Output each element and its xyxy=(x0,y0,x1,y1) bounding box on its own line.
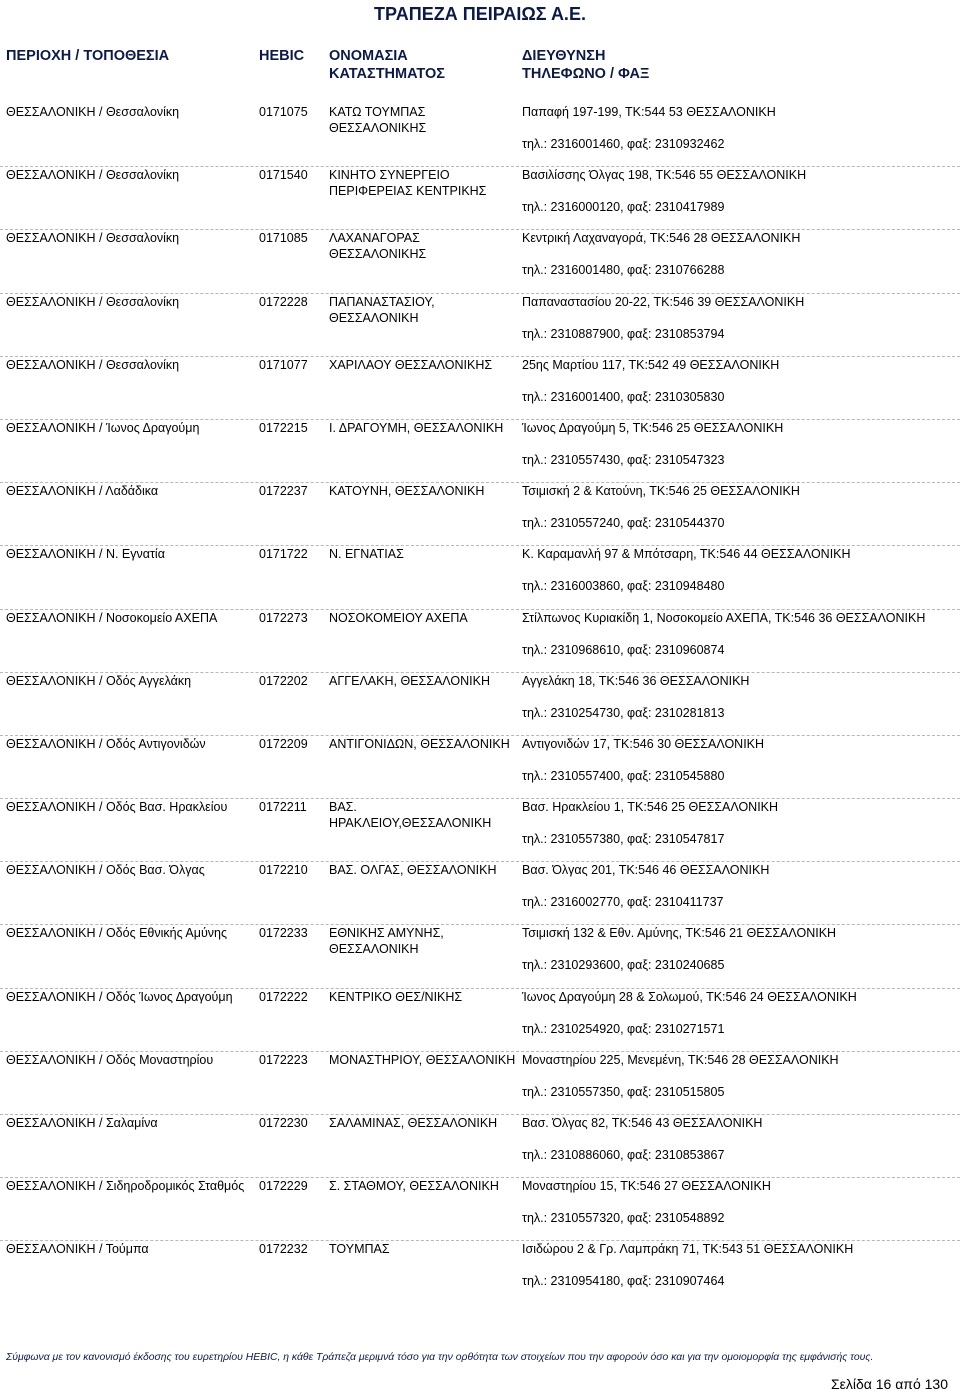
header-name xyxy=(329,47,445,87)
branch-name-cell: ΠΑΠΑΝΑΣΤΑΣΙΟΥ, ΘΕΣΣΑΛΟΝΙΚΗ xyxy=(329,294,435,325)
address-cell: Ισιδώρου 2 & Γρ. Λαμπράκη 71, ΤΚ:543 51 ΘΕΣΣΑΛΟΝΙΚΗ xyxy=(522,1242,854,1257)
address-cell: Κεντρική Λαχαναγορά, ΤΚ:546 28 ΘΕΣΣΑΛΟΝΙΚΗ xyxy=(522,231,801,246)
phone-fax-cell: τηλ.: 2310557240, φαξ: 2310544370 xyxy=(522,516,725,531)
header-location-label: ΠΕΡΙΟΧΗ / ΤΟΠΟΘΕΣΙΑ xyxy=(6,48,170,64)
address-cell: Βασ. Ηρακλείου 1, ΤΚ:546 25 ΘΕΣΣΑΛΟΝΙΚΗ xyxy=(522,800,779,815)
branch-name-cell: ΚΑΤΩ ΤΟΥΜΠΑΣ ΘΕΣΣΑΛΟΝΙΚΗΣ xyxy=(329,105,427,135)
hebic-code-cell: 0172229 xyxy=(259,1179,308,1194)
document-title: ΤΡΑΠΕΖΑ ΠΕΙΡΑΙΩΣ Α.Ε. xyxy=(374,4,586,24)
location-cell: ΘΕΣΣΑΛΟΝΙΚΗ / Οδός Βασ. Όλγας xyxy=(6,863,205,878)
phone-fax-cell: τηλ.: 2310557320, φαξ: 2310548892 xyxy=(522,1211,725,1226)
phone-fax-cell: τηλ.: 2310954180, φαξ: 2310907464 xyxy=(522,1274,725,1289)
page-number: Σελίδα 16 από 130 xyxy=(830,1376,948,1392)
header-code xyxy=(259,47,304,87)
branch-list xyxy=(0,104,960,1305)
branch-name-cell: ΑΝΤΙΓΟΝΙΔΩΝ, ΘΕΣΣΑΛΟΝΙΚΗ xyxy=(329,736,510,751)
table-row xyxy=(0,167,960,230)
hebic-code-cell: 0171075 xyxy=(259,105,308,119)
branch-name-cell: ΝΟΣΟΚΟΜΕΙΟΥ ΑΧΕΠΑ xyxy=(329,610,468,625)
address-cell: Στίλπωνος Κυριακίδη 1, Νοσοκομείο ΑΧΕΠΑ, ΤΚ:546 36 ΘΕΣΣΑΛΟΝΙΚΗ xyxy=(522,610,926,625)
table-row xyxy=(0,1052,960,1115)
header-address-line1: ΔΙΕΥΘΥΝΣΗ xyxy=(522,48,606,64)
header-name-line1: ΟΝΟΜΑΣΙΑ xyxy=(329,48,408,64)
branch-name-cell: ΜΟΝΑΣΤΗΡΙΟΥ, ΘΕΣΣΑΛΟΝΙΚΗ xyxy=(329,1052,516,1067)
location-cell: ΘΕΣΣΑΛΟΝΙΚΗ / Ν. Εγνατία xyxy=(6,547,165,562)
address-cell: Ίωνος Δραγούμη 5, ΤΚ:546 25 ΘΕΣΣΑΛΟΝΙΚΗ xyxy=(522,420,784,435)
branch-name-cell: ΕΘΝΙΚΗΣ ΑΜΥΝΗΣ, ΘΕΣΣΑΛΟΝΙΚΗ xyxy=(329,926,444,957)
location-cell: ΘΕΣΣΑΛΟΝΙΚΗ / Οδός Εθνικής Αμύνης xyxy=(6,926,228,941)
hebic-code-cell: 0172223 xyxy=(259,1052,308,1067)
hebic-code-cell: 0171077 xyxy=(259,357,308,372)
location-cell: ΘΕΣΣΑΛΟΝΙΚΗ / Σαλαμίνα xyxy=(6,1116,158,1130)
address-cell: Ίωνος Δραγούμη 28 & Σολωμού, ΤΚ:546 24 ΘΕΣΣΑΛΟΝΙΚΗ xyxy=(522,989,857,1004)
header-location xyxy=(6,47,169,87)
hebic-code-cell: 0172222 xyxy=(259,989,308,1004)
header-address-line2: ΤΗΛΕΦΩΝΟ / ΦΑΞ xyxy=(522,66,650,82)
branch-name-cell: ΑΓΓΕΛΑΚΗ, ΘΕΣΣΑΛΟΝΙΚΗ xyxy=(329,673,490,688)
phone-fax-cell: τηλ.: 2310254920, φαξ: 2310271571 xyxy=(522,1021,725,1036)
header-code-label: HEBIC xyxy=(259,48,305,64)
branch-name-cell: ΚΕΝΤΡΙΚΟ ΘΕΣ/ΝΙΚΗΣ xyxy=(329,989,463,1004)
address-cell: Βασ. Όλγας 82, ΤΚ:546 43 ΘΕΣΣΑΛΟΝΙΚΗ xyxy=(522,1116,763,1130)
phone-fax-cell: τηλ.: 2316002770, φαξ: 2310411737 xyxy=(522,895,724,910)
branch-name-cell: ΚΙΝΗΤΟ ΣΥΝΕΡΓΕΙΟ ΠΕΡΙΦΕΡΕΙΑΣ ΚΕΝΤΡΙΚΗΣ xyxy=(329,168,487,199)
table-row xyxy=(0,357,960,420)
table-row xyxy=(0,673,960,736)
phone-fax-cell: τηλ.: 2316001400, φαξ: 2310305830 xyxy=(522,389,725,404)
table-row xyxy=(0,546,960,609)
location-cell: ΘΕΣΣΑΛΟΝΙΚΗ / Θεσσαλονίκη xyxy=(6,105,180,119)
location-cell: ΘΕΣΣΑΛΟΝΙΚΗ / Οδός Μοναστηρίου xyxy=(6,1052,214,1067)
phone-fax-cell: τηλ.: 2310557430, φαξ: 2310547323 xyxy=(522,452,725,467)
branch-name-cell: Σ. ΣΤΑΘΜΟΥ, ΘΕΣΣΑΛΟΝΙΚΗ xyxy=(329,1179,499,1194)
location-cell: ΘΕΣΣΑΛΟΝΙΚΗ / Ίωνος Δραγούμη xyxy=(6,420,200,435)
phone-fax-cell: τηλ.: 2310887900, φαξ: 2310853794 xyxy=(522,326,725,341)
table-row xyxy=(0,862,960,925)
location-cell: ΘΕΣΣΑΛΟΝΙΚΗ / Νοσοκομείο ΑΧΕΠΑ xyxy=(6,610,218,625)
phone-fax-cell: τηλ.: 2310886060, φαξ: 2310853867 xyxy=(522,1148,725,1162)
table-row xyxy=(0,736,960,799)
location-cell: ΘΕΣΣΑΛΟΝΙΚΗ / Θεσσαλονίκη xyxy=(6,357,180,372)
table-row xyxy=(0,925,960,988)
hebic-code-cell: 0172230 xyxy=(259,1116,308,1130)
location-cell: ΘΕΣΣΑΛΟΝΙΚΗ / Σιδηροδρομικός Σταθμός xyxy=(6,1179,245,1194)
phone-fax-cell: τηλ.: 2310293600, φαξ: 2310240685 xyxy=(522,958,725,973)
hebic-code-cell: 0172237 xyxy=(259,484,308,499)
address-cell: Μοναστηρίου 15, ΤΚ:546 27 ΘΕΣΣΑΛΟΝΙΚΗ xyxy=(522,1179,771,1194)
table-row xyxy=(0,294,960,357)
phone-fax-cell: τηλ.: 2310557400, φαξ: 2310545880 xyxy=(522,768,725,783)
phone-fax-cell: τηλ.: 2316001460, φαξ: 2310932462 xyxy=(522,137,725,151)
location-cell: ΘΕΣΣΑΛΟΝΙΚΗ / Οδός Ίωνος Δραγούμη xyxy=(6,989,233,1004)
hebic-code-cell: 0171722 xyxy=(259,547,308,562)
table-row xyxy=(0,989,960,1052)
hebic-code-cell: 0171540 xyxy=(259,168,308,183)
location-cell: ΘΕΣΣΑΛΟΝΙΚΗ / Λαδάδικα xyxy=(6,484,159,499)
phone-fax-cell: τηλ.: 2316003860, φαξ: 2310948480 xyxy=(522,579,725,594)
branch-name-cell: ΧΑΡΙΛΑΟΥ ΘΕΣΣΑΛΟΝΙΚΗΣ xyxy=(329,357,493,372)
location-cell: ΘΕΣΣΑΛΟΝΙΚΗ / Θεσσαλονίκη xyxy=(6,231,180,246)
table-row xyxy=(0,483,960,546)
footer-note: Σύμφωνα με τον κανονισμό έκδοσης του ευρετηρίου HEBIC, η κάθε Τράπεζα μεριμνά τόσο για την ορθότητα των στοιχείων που την αφορούν όσο και για την ομοιομορφία της εμφάνισής τους. xyxy=(6,1352,874,1363)
address-cell: Κ. Καραμανλή 97 & Μπότσαρη, ΤΚ:546 44 ΘΕΣΣΑΛΟΝΙΚΗ xyxy=(522,547,851,562)
table-row xyxy=(0,1115,960,1178)
address-cell: 25ης Μαρτίου 117, ΤΚ:542 49 ΘΕΣΣΑΛΟΝΙΚΗ xyxy=(522,357,780,372)
branch-name-cell: Ι. ΔΡΑΓΟΥΜΗ, ΘΕΣΣΑΛΟΝΙΚΗ xyxy=(329,420,504,435)
address-cell: Παπαφή 197-199, ΤΚ:544 53 ΘΕΣΣΑΛΟΝΙΚΗ xyxy=(522,105,776,119)
phone-fax-cell: τηλ.: 2310254730, φαξ: 2310281813 xyxy=(522,705,725,720)
header-name-line2: ΚΑΤΑΣΤΗΜΑΤΟΣ xyxy=(329,66,445,82)
location-cell: ΘΕΣΣΑΛΟΝΙΚΗ / Θεσσαλονίκη xyxy=(6,168,180,183)
table-row xyxy=(0,104,960,167)
location-cell: ΘΕΣΣΑΛΟΝΙΚΗ / Οδός Αγγελάκη xyxy=(6,673,192,688)
hebic-code-cell: 0172209 xyxy=(259,736,308,751)
branch-name-cell: ΣΑΛΑΜΙΝΑΣ, ΘΕΣΣΑΛΟΝΙΚΗ xyxy=(329,1116,498,1130)
hebic-code-cell: 0172202 xyxy=(259,673,308,688)
branch-name-cell: ΒΑΣ. ΗΡΑΚΛΕΙΟΥ,ΘΕΣΣΑΛΟΝΙΚΗ xyxy=(329,800,492,831)
address-cell: Αντιγονιδών 17, ΤΚ:546 30 ΘΕΣΣΑΛΟΝΙΚΗ xyxy=(522,736,765,751)
branch-name-cell: ΛΑΧΑΝΑΓΟΡΑΣ ΘΕΣΣΑΛΟΝΙΚΗΣ xyxy=(329,231,427,262)
table-row xyxy=(0,1178,960,1241)
branch-name-cell: ΤΟΥΜΠΑΣ xyxy=(329,1242,390,1257)
hebic-code-cell: 0172210 xyxy=(259,863,308,878)
branch-name-cell: ΒΑΣ. ΟΛΓΑΣ, ΘΕΣΣΑΛΟΝΙΚΗ xyxy=(329,863,497,878)
phone-fax-cell: τηλ.: 2316001480, φαξ: 2310766288 xyxy=(522,263,725,278)
address-cell: Τσιμισκή 132 & Εθν. Αμύνης, ΤΚ:546 21 ΘΕΣΣΑΛΟΝΙΚΗ xyxy=(522,926,837,941)
phone-fax-cell: τηλ.: 2310968610, φαξ: 2310960874 xyxy=(522,642,725,657)
table-row xyxy=(0,420,960,483)
phone-fax-cell: τηλ.: 2316000120, φαξ: 2310417989 xyxy=(522,200,725,215)
address-cell: Παπαναστασίου 20-22, ΤΚ:546 39 ΘΕΣΣΑΛΟΝΙΚΗ xyxy=(522,294,805,309)
location-cell: ΘΕΣΣΑΛΟΝΙΚΗ / Τούμπα xyxy=(6,1242,149,1257)
phone-fax-cell: τηλ.: 2310557380, φαξ: 2310547817 xyxy=(522,832,725,847)
phone-fax-cell: τηλ.: 2310557350, φαξ: 2310515805 xyxy=(522,1084,725,1099)
branch-name-cell: Ν. ΕΓΝΑΤΙΑΣ xyxy=(329,547,404,562)
branch-name-cell: ΚΑΤΟΥΝΗ, ΘΕΣΣΑΛΟΝΙΚΗ xyxy=(329,484,485,499)
location-cell: ΘΕΣΣΑΛΟΝΙΚΗ / Θεσσαλονίκη xyxy=(6,294,180,309)
hebic-code-cell: 0172233 xyxy=(259,926,308,941)
address-cell: Αγγελάκη 18, ΤΚ:546 36 ΘΕΣΣΑΛΟΝΙΚΗ xyxy=(522,673,750,688)
hebic-code-cell: 0172211 xyxy=(259,800,307,815)
hebic-code-cell: 0172215 xyxy=(259,420,308,435)
hebic-code-cell: 0172273 xyxy=(259,610,308,625)
address-cell: Βασ. Όλγας 201, ΤΚ:546 46 ΘΕΣΣΑΛΟΝΙΚΗ xyxy=(522,863,770,878)
location-cell: ΘΕΣΣΑΛΟΝΙΚΗ / Οδός Βασ. Ηρακλείου xyxy=(6,800,228,815)
hebic-code-cell: 0172232 xyxy=(259,1242,308,1257)
table-row xyxy=(0,1241,960,1304)
table-row xyxy=(0,799,960,862)
hebic-code-cell: 0171085 xyxy=(259,231,308,246)
location-cell: ΘΕΣΣΑΛΟΝΙΚΗ / Οδός Αντιγονιδών xyxy=(6,736,206,751)
table-row xyxy=(0,230,960,293)
address-cell: Τσιμισκή 2 & Κατούνη, ΤΚ:546 25 ΘΕΣΣΑΛΟΝΙΚΗ xyxy=(522,484,800,499)
header-address xyxy=(522,47,649,87)
address-cell: Βασιλίσσης Όλγας 198, ΤΚ:546 55 ΘΕΣΣΑΛΟΝΙΚΗ xyxy=(522,168,807,183)
address-cell: Μοναστηρίου 225, Μενεμένη, ΤΚ:546 28 ΘΕΣΣΑΛΟΝΙΚΗ xyxy=(522,1052,839,1067)
table-row xyxy=(0,610,960,673)
hebic-code-cell: 0172228 xyxy=(259,294,308,309)
